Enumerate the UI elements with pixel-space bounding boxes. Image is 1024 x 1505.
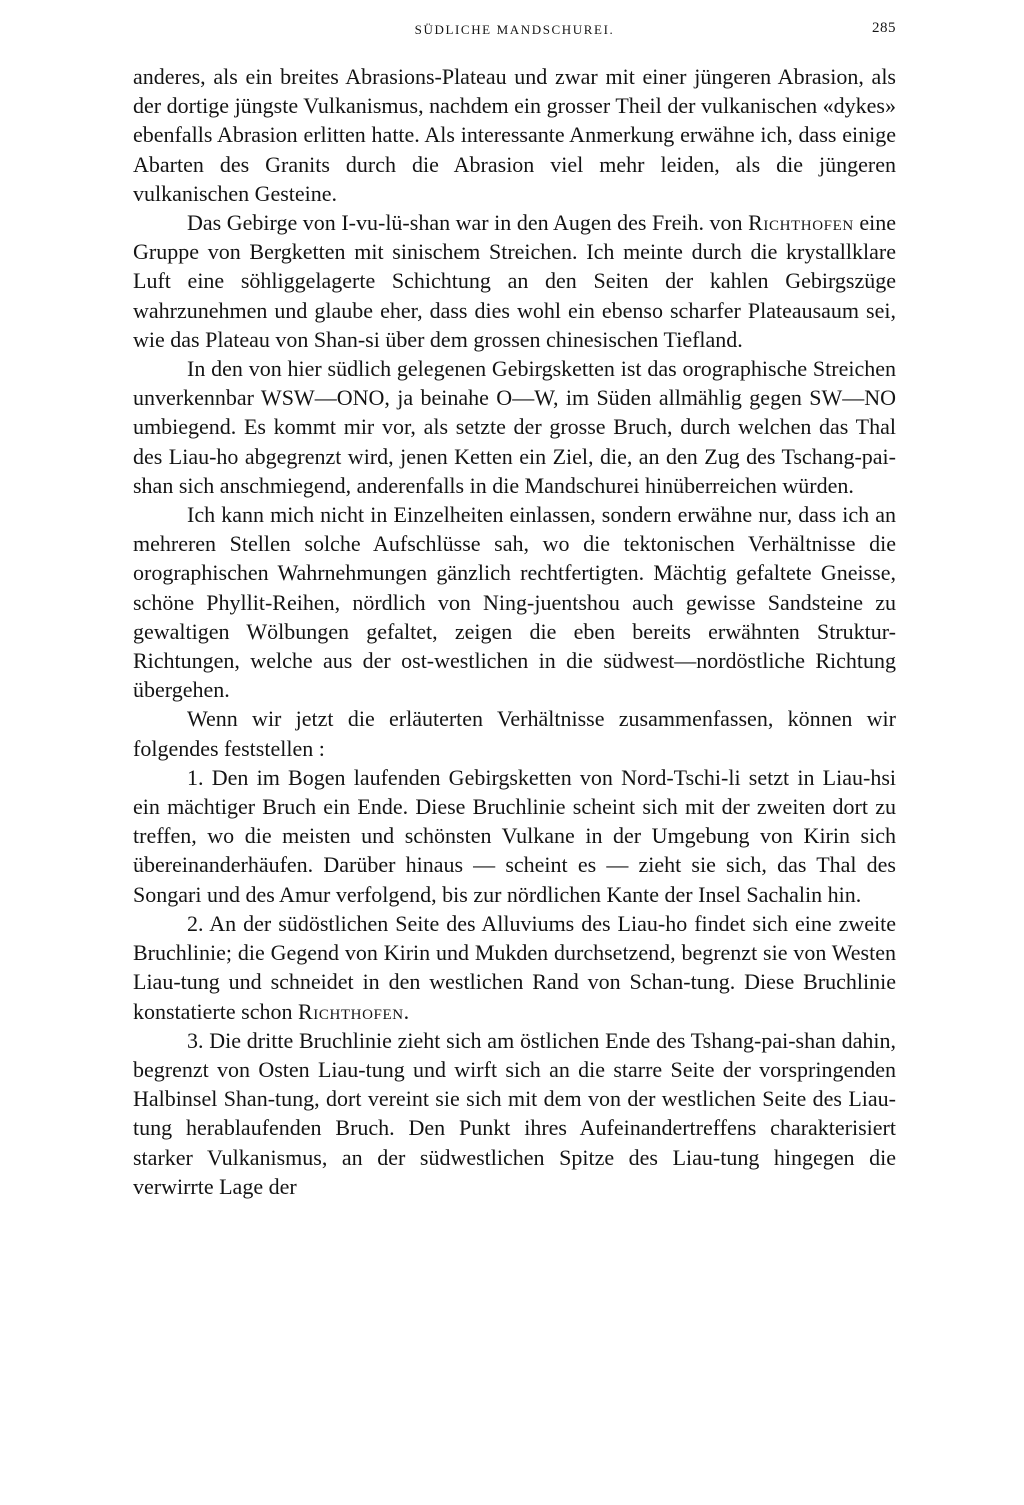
paragraph	[133, 354, 896, 500]
small-caps-name: Richthofen	[748, 210, 854, 236]
paragraph-text: Ich kann mich nicht in Einzelheiten einlassen, sondern erwähne nur, dass ich an mehreren Stellen solche Aufschlüsse sah, wo die tektonischen Verhältnisse die orographischen Wahrnehmungen gänzlich rechtfertigten. Mächtig gefaltete Gneisse, schöne Phyllit-Reihen, nördlich von Ning-juentshou auch gewisse Sandsteine zu gewaltigen Wölbungen gefaltet, zeigen die eben bereits erwähnten Struktur-Richtungen, welche aus der ost-westlichen in die südwest—nordöstliche Richtung übergehen.	[133, 502, 896, 703]
paragraph	[133, 763, 896, 909]
page-number: 285	[872, 20, 896, 36]
paragraph-text: Wenn wir jetzt die erläuterten Verhältnisse zusammenfassen, können wir folgendes feststellen :	[133, 706, 896, 761]
paragraph-text: 1. Den im Bogen laufenden Gebirgsketten von Nord-Tschi-li setzt in Liau-hsi ein mächtiger Bruch ein Ende. Diese Bruchlinie scheint sich mit der zweiten dort zu treffen, wo die meisten und schönsten Vulkane in der Umgebung von Kirin sich übereinanderhäufen. Darüber hinaus — scheint es — zieht sie sich, das Thal des Songari und des Amur verfolgend, bis zur nördlichen Kante der Insel Sachalin hin.	[133, 764, 896, 907]
paragraph-text: 2. An der südöstlichen Seite des Alluviums des Liau-ho findet sich eine zweite Bruchlinie; die Gegend von Kirin und Mukden durchsetzend, begrenzt sie von Westen Liau-tung und schneidet in den westlichen Rand von Schan-tung. Diese Bruchlinie konstatierte schon	[133, 910, 896, 1024]
paragraph	[133, 62, 896, 208]
book-page	[133, 18, 896, 1201]
paragraph	[133, 704, 896, 762]
paragraph	[133, 500, 896, 704]
running-head	[133, 18, 896, 48]
paragraph-text: .	[403, 998, 410, 1024]
body-text	[133, 62, 896, 1201]
paragraph	[133, 1026, 896, 1201]
paragraph	[133, 909, 896, 1026]
paragraph-text: In den von hier südlich gelegenen Gebirgsketten ist das orographische Streichen unverkennbar WSW—ONO, ja beinahe O—W, im Süden allmählig gegen SW—NO umbiegend. Es kommt mir vor, als setzte der grosse Bruch, durch welchen das Thal des Liau-ho abgegrenzt wird, jenen Ketten ein Ziel, die, an den Zug des Tschang-pai-shan sich anschmiegend, anderenfalls in die Mandschurei hinüberreichen würden.	[133, 356, 896, 498]
paragraph-text: Das Gebirge von I-vu-lü-shan war in den Augen des Freih. von	[187, 210, 749, 236]
paragraph-text: eine Gruppe von Bergketten mit sinischem Streichen. Ich meinte durch die krystallklare Luft eine söhliggelagerte Schichtung an den Seiten der kahlen Gebirgszüge wahrzunehmen und glaube eher, dass dies wohl ein ebenso scharfer Plateausaum sei, wie das Plateau von Shan-si über dem grossen chinesischen Tiefland.	[133, 210, 896, 352]
paragraph	[133, 208, 896, 354]
paragraph-text: 3. Die dritte Bruchlinie zieht sich am östlichen Ende des Tshang-pai-shan dahin, begrenzt von Osten Liau-tung und wirft sich an die starre Seite der vorspringenden Halbinsel Shan-tung, dort vereint sie sich mit dem von der westlichen Seite des Liau-tung herablaufenden Bruch. Den Punkt ihres Aufeinandertreffens charakterisiert starker Vulkanismus, an der südwestlichen Spitze des Liau-tung hingegen die verwirrte Lage der	[133, 1027, 896, 1199]
running-title: SÜDLICHE MANDSCHUREI.	[414, 22, 615, 37]
paragraph-text: anderes, als ein breites Abrasions-Plateau und zwar mit einer jüngeren Abrasion, als der dortige jüngste Vulkanismus, nachdem ein grosser Theil der vulkanischen «dykes» ebenfalls Abrasion erlitten hatte. Als interessante Anmerkung erwähne ich, dass einige Abarten des Granits durch die Abrasion viel mehr leiden, als die jüngeren vulkanischen Gesteine.	[133, 64, 896, 206]
small-caps-name: Richthofen	[297, 998, 404, 1024]
